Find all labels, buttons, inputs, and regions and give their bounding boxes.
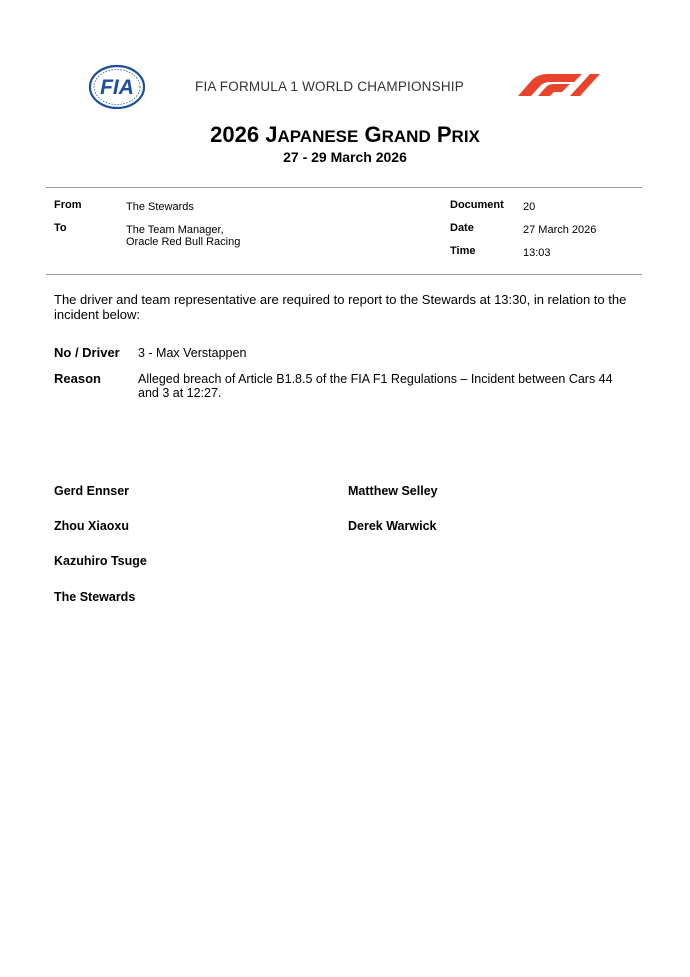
title-word-prix: PRIX — [436, 122, 480, 147]
intro-text: The driver and team representative are required to report to the Stewards at 13:30, in relation to the incident below: — [54, 292, 627, 322]
championship-title: FIA FORMULA 1 WORLD CHAMPIONSHIP — [195, 79, 464, 94]
document-label: Document — [450, 199, 504, 211]
time-label: Time — [450, 245, 476, 257]
date-value: 27 March 2026 — [523, 224, 597, 236]
event-dates: 27 - 29 March 2026 — [283, 149, 407, 165]
bottom-rule — [46, 274, 642, 275]
to-value-line1: The Team Manager, — [126, 224, 224, 236]
steward-name: Matthew Selley — [348, 484, 438, 498]
document-value: 20 — [523, 201, 536, 213]
to-value-line2: Oracle Red Bull Racing — [126, 236, 241, 248]
from-label: From — [54, 199, 82, 211]
f1-logo-icon — [516, 72, 600, 96]
driver-value: 3 - Max Verstappen — [138, 346, 247, 360]
event-title — [0, 122, 690, 148]
date-label: Date — [450, 222, 474, 234]
steward-name: Kazuhiro Tsuge — [54, 554, 147, 568]
fia-logo-text: FIA — [100, 76, 134, 99]
fia-logo-icon — [88, 64, 146, 110]
steward-name: Derek Warwick — [348, 519, 437, 533]
time-value: 13:03 — [523, 247, 551, 259]
title-word-japanese: JAPANESE — [265, 122, 359, 147]
steward-name: Gerd Ennser — [54, 484, 130, 498]
from-value: The Stewards — [126, 201, 194, 213]
to-label: To — [54, 222, 67, 234]
stewards-signoff: The Stewards — [54, 590, 136, 604]
driver-label: No / Driver — [54, 345, 120, 360]
reason-label: Reason — [54, 371, 101, 386]
title-year: 2026 — [210, 122, 260, 147]
steward-name: Zhou Xiaoxu — [54, 519, 129, 533]
top-rule — [46, 187, 642, 188]
title-word-grand: GRAND — [364, 122, 431, 147]
reason-value: Alleged breach of Article B1.8.5 of the FIA F1 Regulations – Incident between Cars 44 and 3 at 12:27. — [138, 372, 613, 400]
